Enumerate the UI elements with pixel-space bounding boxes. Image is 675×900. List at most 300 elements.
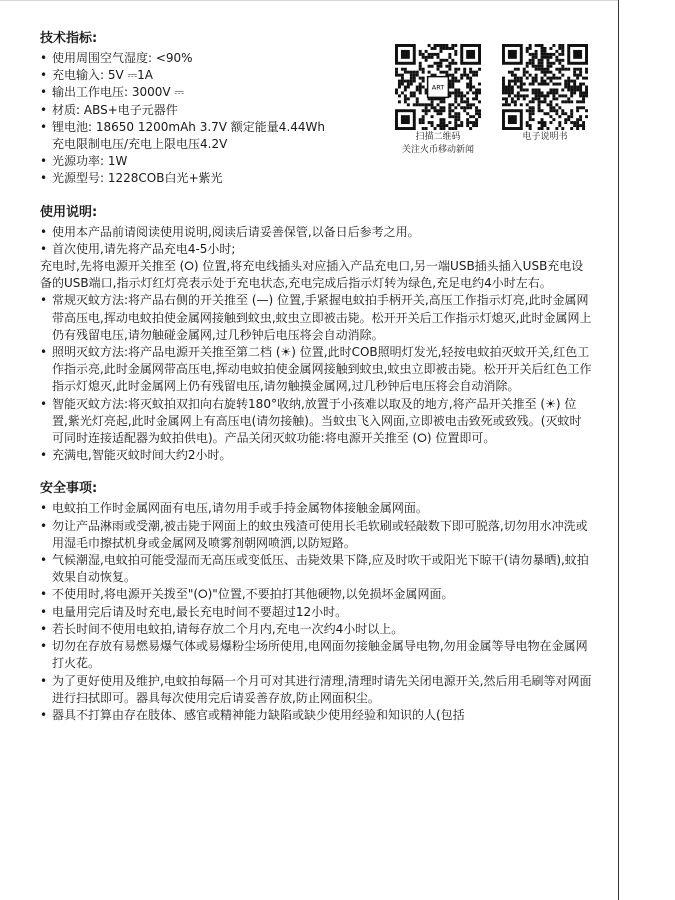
qr-module (585, 68, 588, 71)
qr-module (582, 83, 585, 86)
qr-module (573, 80, 576, 83)
qr-module (579, 106, 582, 109)
qr-module (460, 94, 463, 97)
qr-module (463, 71, 466, 74)
qr-module (439, 121, 442, 124)
qr-module (555, 127, 558, 130)
specs-heading: 技术指标: (40, 31, 98, 46)
qr-module (448, 56, 451, 59)
qr-module (549, 109, 552, 112)
qr-module (549, 115, 552, 118)
usage-item: • 照明灭蚊方法:将产品电源开关推至第二档 (☀) 位置,此时COB照明灯发光,轻按电蚊拍灭蚊开关,红色工作指示亮,此时金属网带高压电,挥动电蚊拍使金属网接触到蚊虫,蚊虫立即被击毙。松开开关后红色工作指示灯熄灭,此时金属网上仍有残留电压,请勿触摸金属网,过几秒钟后电压将会自动消除。 (40, 344, 592, 396)
qr-module (419, 68, 422, 71)
qr-module (579, 71, 582, 74)
qr-module (463, 106, 466, 109)
qr-module (517, 80, 520, 83)
qr-module (585, 91, 588, 94)
qr-module (555, 77, 558, 80)
qr-module (579, 83, 582, 86)
safety-item: • 器具不打算由存在肢体、感官或精神能力缺陷或缺少使用经验和知识的人(包括 (40, 707, 592, 724)
qr-module (511, 71, 514, 74)
qr-module (431, 124, 434, 127)
qr-module (410, 80, 413, 83)
qr-module (514, 83, 517, 86)
qr-module (398, 74, 401, 77)
qr-module (529, 109, 532, 112)
qr-module (570, 121, 573, 124)
qr-module (544, 80, 547, 83)
qr-module (532, 88, 535, 91)
qr-module (448, 62, 451, 65)
qr-module (567, 118, 570, 121)
qr-module (546, 68, 549, 71)
qr-module (407, 103, 410, 106)
qr-module (549, 71, 552, 74)
qr-module (549, 100, 552, 103)
qr-module (544, 124, 547, 127)
qr-module (454, 112, 457, 115)
page-right-edge (618, 0, 619, 900)
qr-module (451, 59, 454, 62)
qr-module (395, 88, 398, 91)
usage-item-charging: 充电时,先将电源开关推至 (⭘) 位置,将充电线插头对应插入产品充电口,另一端USB插头插入USB充电设备的USB端口,指示灯红灯亮表示处于充电状态,充电完成后指示灯转为绿色,充足电约4小时左右。 (40, 259, 584, 291)
qr-module (425, 50, 428, 53)
qr-module (475, 74, 478, 77)
qr-module (532, 118, 535, 121)
qr-module (448, 112, 451, 115)
qr-module (561, 88, 564, 91)
qr-module (472, 103, 475, 106)
qr-module (514, 77, 517, 80)
qr-module (448, 103, 451, 106)
qr-module (404, 97, 407, 100)
qr-module (576, 124, 579, 127)
qr-module (422, 71, 425, 74)
qr-module (532, 112, 535, 115)
qr-module (502, 86, 505, 89)
qr-module (561, 59, 564, 62)
qr-module (552, 91, 555, 94)
qr-module (466, 97, 469, 100)
qr-module (454, 80, 457, 83)
qr-module (502, 97, 505, 100)
qr-module (466, 91, 469, 94)
qr-module (469, 86, 472, 89)
qr-module (552, 97, 555, 100)
qr-module (508, 91, 511, 94)
specs-list (40, 50, 385, 188)
qr-module (585, 71, 588, 74)
qr-module (457, 103, 460, 106)
qr-module (570, 80, 573, 83)
qr-module (564, 68, 567, 71)
qr-module (448, 68, 451, 71)
qr-module (552, 106, 555, 109)
qr-module (451, 83, 454, 86)
safety-heading: 安全事项: (40, 481, 98, 497)
qr-module (422, 53, 425, 56)
qr-module (439, 118, 442, 121)
qr-module (454, 77, 457, 80)
qr-module (404, 100, 407, 103)
qr-module (576, 86, 579, 89)
qr-module (517, 86, 520, 89)
qr-module (454, 44, 457, 47)
qr-module (558, 71, 561, 74)
qr-module (431, 103, 434, 106)
qr-module (422, 80, 425, 83)
qr-module (469, 80, 472, 83)
qr-module (469, 121, 472, 124)
qr-module (419, 118, 422, 121)
safety-item: • 不使用时,将电源开关拨至"(⭘)"位置,不要拍打其他硬物,以免损坏金属网面。 (40, 586, 592, 603)
qr-module (532, 62, 535, 65)
qr-module (460, 97, 463, 100)
qr-module (529, 106, 532, 109)
qr-module (567, 115, 570, 118)
qr-module (570, 86, 573, 89)
qr-module (573, 88, 576, 91)
qr-module (437, 112, 440, 115)
qr-module (460, 77, 463, 80)
qr-module (564, 94, 567, 97)
qr-module (549, 47, 552, 50)
spec-item: • 使用周围空气湿度: <90% (40, 50, 385, 67)
qr-module (532, 97, 535, 100)
qr-module (463, 100, 466, 103)
qr-module (472, 74, 475, 77)
qr-module (442, 71, 445, 74)
qr-module (407, 86, 410, 89)
safety-item: • 电蚊拍工作时金属网面有电压,请勿用手或手持金属物体接触金属网面。 (40, 500, 592, 517)
qr-module (442, 109, 445, 112)
qr-module (517, 77, 520, 80)
qr-module (549, 106, 552, 109)
qr-module (573, 121, 576, 124)
qr-module (535, 77, 538, 80)
qr-module (451, 109, 454, 112)
qr-module (422, 68, 425, 71)
qr-module (544, 97, 547, 100)
qr-module (475, 121, 478, 124)
qr-module (585, 109, 588, 112)
qr-module (475, 94, 478, 97)
qr-module (561, 112, 564, 115)
qr-module (445, 59, 448, 62)
qr-module (576, 118, 579, 121)
qr-module (544, 56, 547, 59)
usage-item: • 智能灭蚊方法:将灭蚊拍双扣向右旋转180°收纳,放置于小孩难以取及的地方,将产品开关推至 (☀) 位置,紫光灯亮起,此时金属网上有高压电(请勿接触)。当蚊虫飞入网面,立即被电击致死或致残。(灭蚊时可同时连接适配器为蚊拍供电)。产品关闭灭蚊功能:将电源开关推至 (⭘) 位置即可。 (40, 396, 592, 448)
qr-module (410, 71, 413, 74)
qr-module (410, 74, 413, 77)
qr-module (514, 80, 517, 83)
qr-module (579, 91, 582, 94)
qr-module (541, 109, 544, 112)
qr-module (555, 68, 558, 71)
qr-module (541, 83, 544, 86)
qr-finder-pattern (401, 115, 410, 124)
qr-module (425, 106, 428, 109)
qr-module (463, 94, 466, 97)
qr-module (567, 68, 570, 71)
qr-module (526, 124, 529, 127)
qr-module (419, 86, 422, 89)
qr-module (520, 86, 523, 89)
qr-module (454, 50, 457, 53)
qr-module (439, 106, 442, 109)
qr-module (573, 68, 576, 71)
qr-module (472, 124, 475, 127)
qr-module (558, 115, 561, 118)
qr-module (401, 77, 404, 80)
qr-module (478, 100, 481, 103)
qr-module (538, 91, 541, 94)
qr-module (404, 86, 407, 89)
qr-module (395, 74, 398, 77)
qr-module (475, 88, 478, 91)
qr-module (442, 124, 445, 127)
qr-module (570, 88, 573, 91)
qr-module (460, 106, 463, 109)
qr-module (567, 86, 570, 89)
qr-module (445, 65, 448, 68)
qr-module (419, 62, 422, 65)
qr-module (573, 71, 576, 74)
qr-module (469, 115, 472, 118)
qr-module (552, 74, 555, 77)
qr-module (478, 91, 481, 94)
qr-module (564, 121, 567, 124)
qr-module (546, 77, 549, 80)
qr-module (469, 88, 472, 91)
qr-module (570, 91, 573, 94)
qr-module (538, 83, 541, 86)
qr-module (410, 94, 413, 97)
qr-module (564, 100, 567, 103)
qr-module (529, 118, 532, 121)
qr-module (541, 100, 544, 103)
qr-module (454, 121, 457, 124)
qr-module (511, 80, 514, 83)
qr-module (398, 94, 401, 97)
qr-module (395, 68, 398, 71)
qr-module (579, 124, 582, 127)
spec-item: • 输出工作电压: 3000V ⎓ (40, 84, 385, 101)
qr-module (475, 112, 478, 115)
qr-module (546, 103, 549, 106)
qr-module (428, 53, 431, 56)
qr-module (451, 74, 454, 77)
qr-module (535, 74, 538, 77)
qr-module (475, 124, 478, 127)
page-top-border (0, 0, 619, 1)
qr-module (541, 91, 544, 94)
qr-module (552, 88, 555, 91)
qr-module (454, 71, 457, 74)
qr-module (561, 65, 564, 68)
qr-caption-manual: 电子说明书 (522, 132, 568, 142)
qr-module (552, 62, 555, 65)
qr-module (431, 65, 434, 68)
qr-module (558, 94, 561, 97)
qr-module (439, 100, 442, 103)
qr-module (425, 103, 428, 106)
qr-module (422, 56, 425, 59)
qr-module (413, 74, 416, 77)
qr-module (413, 103, 416, 106)
spec-item: • 光源型号: 1228COB白光+紫光 (40, 170, 385, 187)
qr-module (567, 100, 570, 103)
qr-module (478, 83, 481, 86)
qr-module (579, 115, 582, 118)
qr-module (544, 83, 547, 86)
qr-module (520, 80, 523, 83)
wechat-qr-block (393, 44, 483, 156)
qr-module (434, 109, 437, 112)
qr-module (549, 103, 552, 106)
qr-module (508, 88, 511, 91)
qr-module (529, 83, 532, 86)
qr-module (511, 86, 514, 89)
qr-module (478, 109, 481, 112)
qr-module (544, 50, 547, 53)
qr-module (422, 103, 425, 106)
qr-module (448, 127, 451, 130)
qr-module (582, 124, 585, 127)
qr-module (552, 94, 555, 97)
qr-module (425, 127, 428, 130)
qr-module (579, 100, 582, 103)
qr-module (579, 68, 582, 71)
qr-module (466, 83, 469, 86)
qr-module (520, 103, 523, 106)
usage-item: • 使用本产品前请阅读使用说明,阅读后请妥善保管,以备日后参考之用。 (40, 224, 592, 241)
qr-module (454, 115, 457, 118)
qr-module (567, 77, 570, 80)
safety-item: • 为了更好使用及维护,电蚊拍每隔一个月可对其进行清理,清理时请先关闭电源开关,然后用毛刷等对网面进行扫拭即可。器具每次使用完后请妥善存放,防止网面积尘。 (40, 673, 592, 707)
qr-module (478, 112, 481, 115)
qr-module (552, 109, 555, 112)
qr-module (505, 88, 508, 91)
qr-module (475, 118, 478, 121)
qr-module (532, 83, 535, 86)
qr-module (523, 83, 526, 86)
qr-module (469, 71, 472, 74)
qr-logo-text: ART (431, 83, 445, 92)
qr-module (570, 112, 573, 115)
qr-module (532, 53, 535, 56)
qr-module (505, 86, 508, 89)
qr-module (567, 80, 570, 83)
qr-module (585, 94, 588, 97)
qr-module (442, 100, 445, 103)
qr-module (546, 62, 549, 65)
qr-module (428, 103, 431, 106)
qr-module (561, 100, 564, 103)
qr-module (541, 71, 544, 74)
qr-module (439, 44, 442, 47)
qr-module (514, 100, 517, 103)
qr-module (538, 62, 541, 65)
qr-module (514, 94, 517, 97)
qr-module (541, 50, 544, 53)
qr-module (454, 68, 457, 71)
qr-module (442, 118, 445, 121)
qr-module (558, 68, 561, 71)
qr-module (451, 77, 454, 80)
qr-module (552, 118, 555, 121)
safety-section (40, 480, 592, 724)
qr-module (475, 97, 478, 100)
qr-module (416, 97, 419, 100)
qr-module (410, 83, 413, 86)
qr-module (526, 109, 529, 112)
qr-module (529, 44, 532, 47)
qr-module (401, 83, 404, 86)
qr-module (407, 71, 410, 74)
qr-module (472, 71, 475, 74)
qr-module (541, 68, 544, 71)
qr-module (541, 59, 544, 62)
qr-module (555, 59, 558, 62)
qr-module (454, 94, 457, 97)
qr-module (422, 86, 425, 89)
qr-module (541, 65, 544, 68)
qr-module (538, 59, 541, 62)
qr-module (431, 100, 434, 103)
qr-module (549, 53, 552, 56)
qr-module (502, 88, 505, 91)
qr-module (442, 121, 445, 124)
qr-module (413, 80, 416, 83)
qr-module (505, 97, 508, 100)
qr-module (541, 77, 544, 80)
qr-finder-pattern (508, 115, 517, 124)
qr-module (472, 115, 475, 118)
qr-module (558, 121, 561, 124)
qr-module (505, 91, 508, 94)
qr-module (475, 91, 478, 94)
qr-module (526, 50, 529, 53)
qr-module (549, 77, 552, 80)
qr-module (544, 71, 547, 74)
qr-module (431, 115, 434, 118)
safety-item: • 若长时间不使用电蚊拍,请每存放二个月内,充电一次约4小时以上。 (40, 621, 592, 638)
qr-module (549, 65, 552, 68)
qr-module (413, 77, 416, 80)
qr-module (416, 100, 419, 103)
qr-module (529, 127, 532, 130)
qr-module (532, 65, 535, 68)
qr-module (422, 77, 425, 80)
qr-module (546, 59, 549, 62)
qr-module (451, 86, 454, 89)
qr-module (511, 97, 514, 100)
qr-module (538, 44, 541, 47)
qr-module (472, 97, 475, 100)
qr-module (419, 77, 422, 80)
usage-item: • 充满电,智能灭蚊时间大约2小时。 (40, 447, 592, 464)
qr-module (570, 115, 573, 118)
qr-module (442, 127, 445, 130)
qr-module (549, 62, 552, 65)
qr-module (585, 86, 588, 89)
qr-module (514, 103, 517, 106)
qr-module (576, 100, 579, 103)
qr-module (398, 100, 401, 103)
qr-module (434, 127, 437, 130)
qr-finder-pattern (573, 50, 582, 59)
